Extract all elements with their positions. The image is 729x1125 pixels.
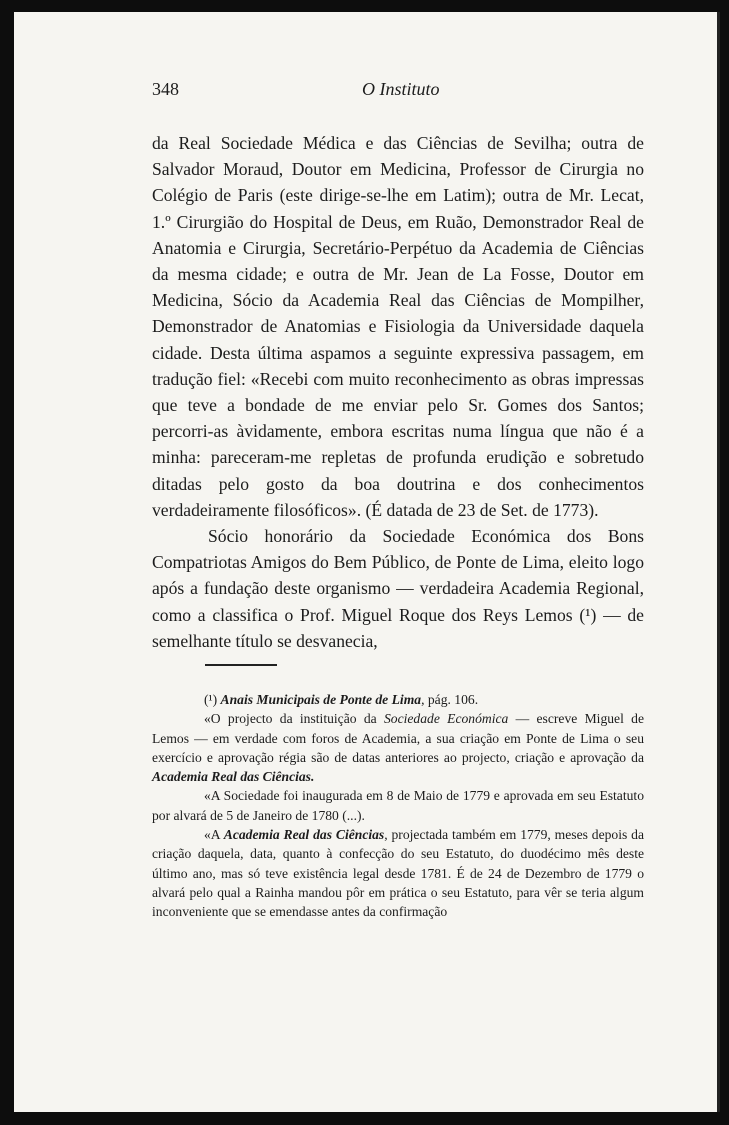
footnote-paragraph-b: «A Sociedade foi inaugurada em 8 de Maio de 1779 e aprovada em seu Estatuto por alvará de 5 de Janeiro de 1780 (...).: [152, 788, 644, 823]
page-header: [152, 79, 452, 105]
footnote-marker: (¹): [204, 692, 218, 707]
footnote-emphasis: Sociedade Económica: [383, 711, 509, 727]
footnote-text: «A: [204, 827, 224, 843]
footnote-source-page: , pág. 106.: [421, 692, 479, 707]
page-number: 348: [152, 79, 179, 99]
footnote-text: — escreve Miguel de Lemos — em verdade com foros de Academia, a sua criação em Ponte de Lima o seu exercício e aprovação régia são de datas anteriores ao projecto, criação e aprovação da: [152, 711, 644, 765]
footnote-emphasis: Academia Real das Ciências.: [152, 769, 315, 785]
footnote-source-title: Anais Municipais de Ponte de Lima: [220, 692, 422, 707]
footnote-separator: [205, 664, 277, 666]
running-title: O Instituto: [362, 79, 440, 99]
body-paragraph-1: da Real Sociedade Médica e das Ciências de Sevilha; outra de Salvador Moraud, Doutor em Medicina, Professor de Cirurgia no Colégio de Paris (este dirige-se-lhe em Latim); outra de Mr. Lecat, 1.º Cirurgião do Hospital de Deus, em Ruão, Demonstrador Real de Anatomia e Cirurgia, Secretário-Perpétuo da Academia de Ciências da mesma cidade; e outra de Mr. Jean de La Fosse, Doutor em Medicina, Sócio da Academia Real das Ciências de Mompilher, Demonstrador de Anatomias e Fisiologia da Universidade daquela cidade. Desta última aspamos a seguinte expressiva passagem, em tradução fiel: «Recebi com muito reconhecimento as obras impressas que teve a bondade de me enviar pelo Sr. Gomes dos Santos; percorri-as àvidamente, embora escritas numa língua que não é a minha: pareceram-me repletas de profunda erudição e sobretudo ditadas pelo gosto da boa doutrina e dos conhecimentos verdadeiramente filosóficos». (É datada de 23 de Set. de 1773).: [152, 133, 644, 520]
body-text: [152, 130, 644, 654]
footnotes: [152, 690, 644, 922]
footnote-emphasis: Academia Real das Ciências: [223, 827, 385, 843]
footnote-paragraph-a: [152, 709, 644, 786]
footnote-paragraph-c: [152, 825, 644, 921]
footnote-1: [152, 690, 644, 709]
footnote-text: , projectada também em 1779, meses depois da criação daquela, data, quanto à confecção do seu Estatuto, do duodécimo mês deste último ano, mas só teve existência legal desde 1781. É de 24 de Dezembro de 1779 o alvará pelo qual a Rainha mandou pôr em prática o seu Estatuto, para vêr se teria algum inconveniente que se emendasse antes da confirmação: [152, 827, 644, 920]
body-paragraph-2: Sócio honorário da Sociedade Económica dos Bons Compatriotas Amigos do Bem Público, de Ponte de Lima, eleito logo após a fundação deste organismo — verdadeira Academia Regional, como a classifica o Prof. Miguel Roque dos Reys Lemos (¹) — de semelhante título se desvanecia,: [152, 526, 644, 651]
footnote-text: «O projecto da instituição da: [204, 711, 384, 727]
